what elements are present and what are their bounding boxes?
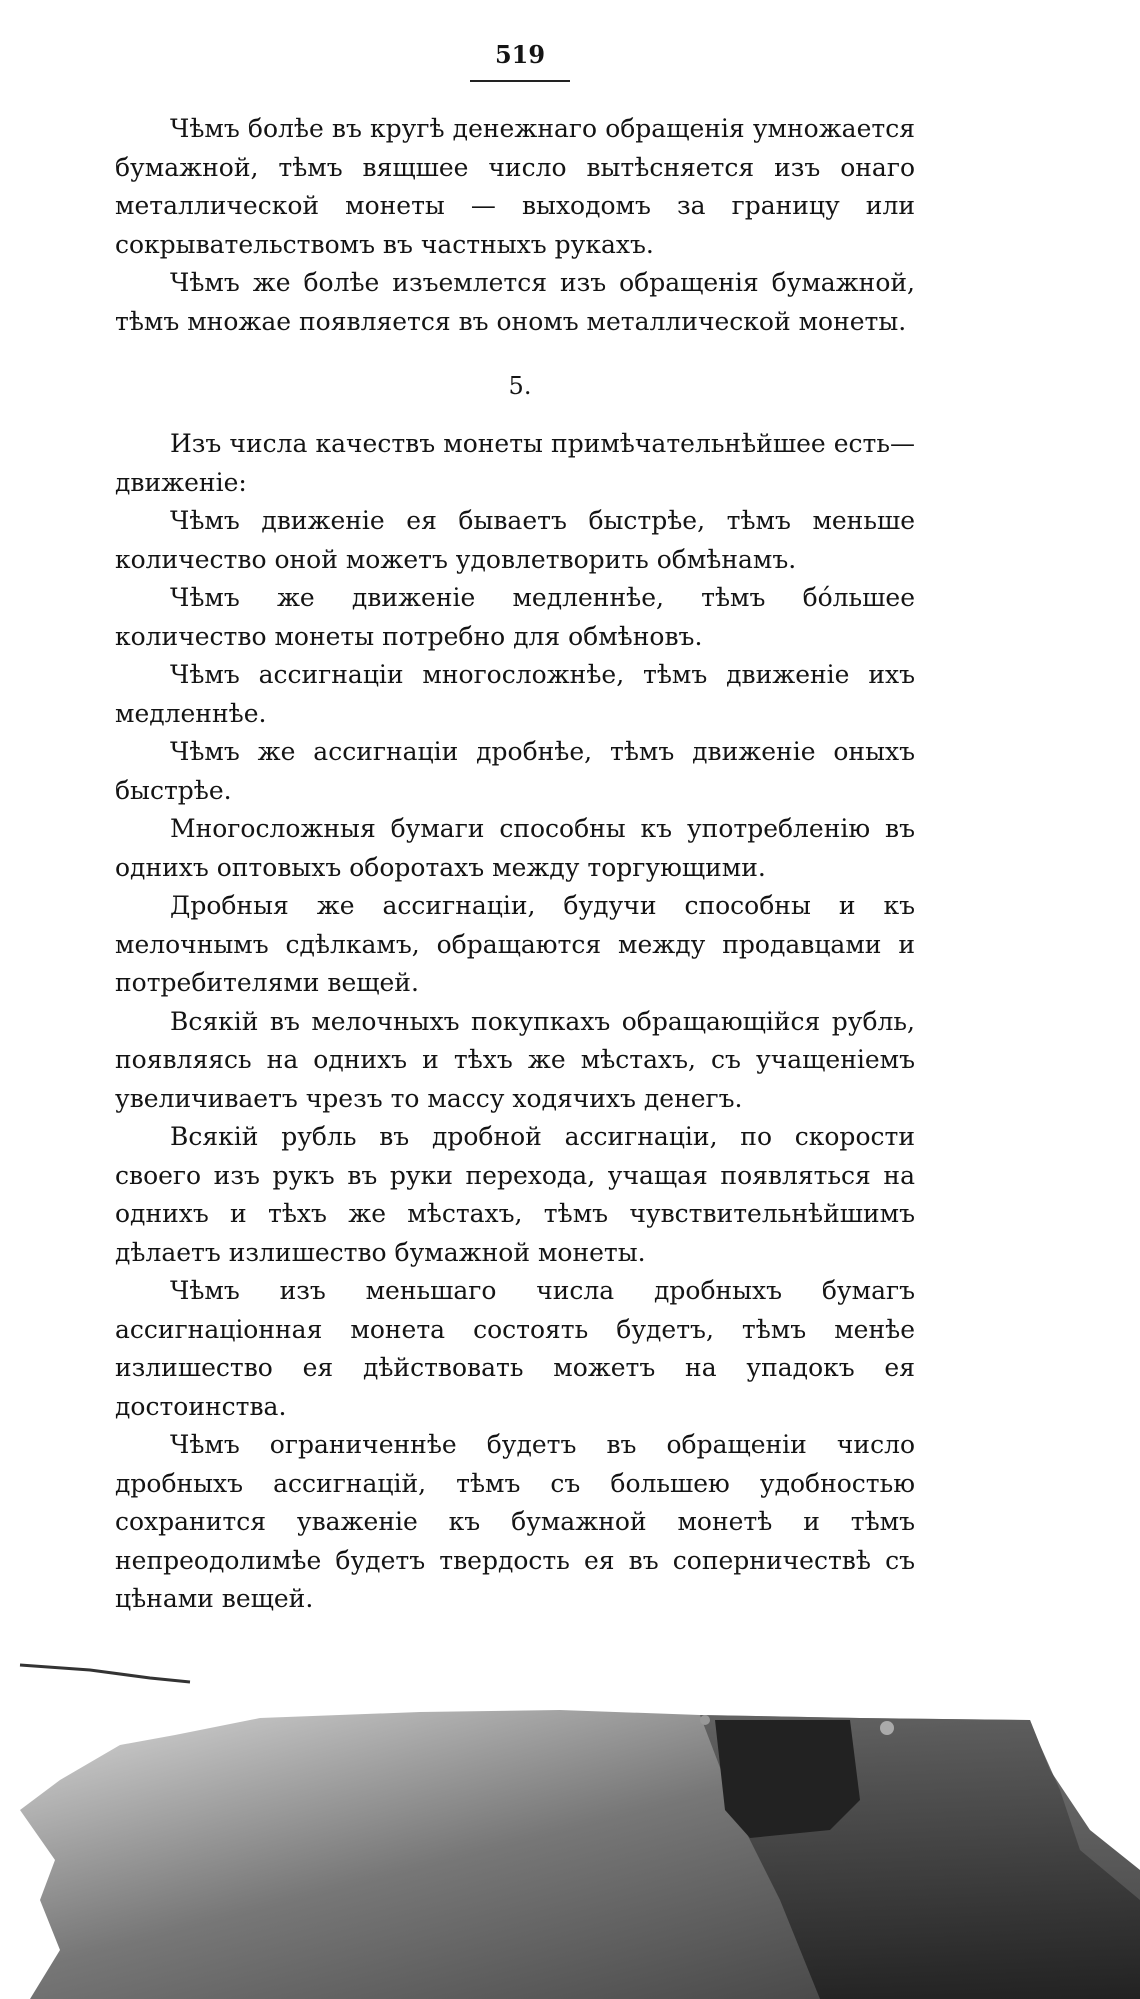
page-number: 519	[494, 40, 546, 69]
text-block-top	[115, 110, 915, 341]
paragraph: Всякій рубль въ дробной ассигнаціи, по скорости своего изъ рукъ въ руки перехода, учащая появляться на однихъ и тѣхъ же мѣстахъ, тѣмъ чувствительнѣйшимъ дѣлаетъ излишество бумажной монеты.	[115, 1122, 915, 1267]
shadow-spot	[880, 1721, 894, 1735]
paragraph: Многосложныя бумаги способны къ употребленію въ однихъ оптовыхъ оборотахъ между торгующими.	[115, 814, 915, 882]
shadow-edge-line	[20, 1665, 190, 1682]
paragraph: Дробныя же ассигнаціи, будучи способны и къ мелочнымъ сдѣлкамъ, обращаются между продавцами и потребителями вещей.	[115, 891, 915, 997]
paragraph: Чѣмъ движеніе ея бываетъ быстрѣе, тѣмъ меньше количество оной можетъ удовлетворить обмѣнамъ.	[115, 506, 915, 574]
text-block-section	[115, 425, 915, 1619]
paragraph: Чѣмъ изъ меньшаго числа дробныхъ бумагъ ассигнаціонная монета состоять будетъ, тѣмъ менѣе излишество ея дѣйствовать можетъ на упадокъ ея достоинства.	[115, 1276, 915, 1421]
page-number-underline	[470, 80, 570, 82]
shadow-spot	[700, 1715, 710, 1725]
scan-shadow-artifact	[0, 1570, 1140, 1999]
shadow-object	[715, 1720, 860, 1838]
paragraph: Чѣмъ болѣе въ кругѣ денежнаго обращенія умножается бумажной, тѣмъ вящшее число вытѣсняется изъ онаго металлической монеты — выходомъ за границу или сокрывательствомъ въ частныхъ рукахъ.	[115, 114, 915, 259]
paragraph: Чѣмъ же болѣе изъемлется изъ обращенія бумажной, тѣмъ множае появляется въ ономъ металлической монеты.	[115, 268, 915, 336]
paragraph: Чѣмъ ассигнаціи многосложнѣе, тѣмъ движеніе ихъ медленнѣе.	[115, 660, 915, 728]
paragraph: Чѣмъ же движеніе медленнѣе, тѣмъ бо́льшее количество монеты потребно для обмѣновъ.	[115, 583, 915, 651]
section-number: 5.	[508, 372, 532, 400]
paragraph: Изъ числа качествъ монеты примѣчательнѣйшее есть— движеніе:	[115, 429, 915, 497]
paragraph: Чѣмъ же ассигнаціи дробнѣе, тѣмъ движеніе оныхъ быстрѣе.	[115, 737, 915, 805]
paragraph: Всякій въ мелочныхъ покупкахъ обращающійся рубль, появляясь на однихъ и тѣхъ же мѣстахъ, съ учащеніемъ увеличиваетъ чрезъ то массу ходячихъ денегъ.	[115, 1006, 915, 1113]
paragraph: Чѣмъ ограниченнѣе будетъ въ обращеніи число дробныхъ ассигнацій, тѣмъ съ большею удобностью сохранится уваженіе къ бумажной монетѣ и тѣмъ непреодолимѣе будетъ твердость ея въ соперничествѣ съ цѣнами вещей.	[115, 1430, 915, 1613]
